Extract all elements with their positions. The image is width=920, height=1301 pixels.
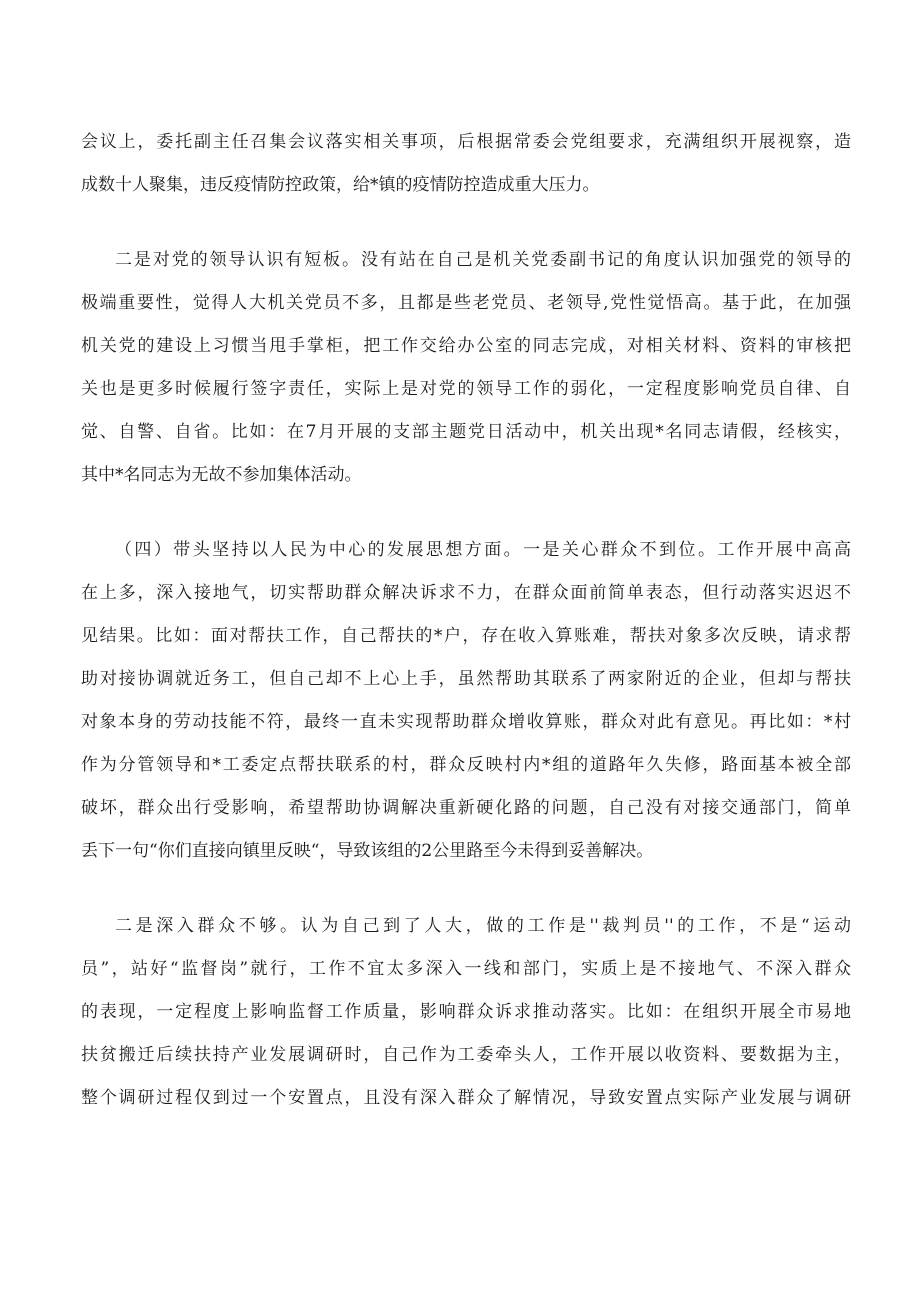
text-line: 觉、自警、自省。比如：在7月开展的支部主题党日活动中，机关出现*名同志请假，经核实， [81,422,851,442]
text-line: 整个调研过程仅到过一个安置点，且没有深入群众了解情况，导致安置点实际产业发展与调研 [81,1088,851,1108]
text-line: 的表现，一定程度上影响监督工作质量，影响群众诉求推动落实。比如：在组织开展全市易地 [81,1002,851,1022]
text-line: 在上多，深入接地气，切实帮助群众解决诉求不力，在群众面前简单表态，但行动落实迟迟不 [81,583,851,603]
text-line: 作为分管领导和*工委定点帮扶联系的村，群众反映村内*组的道路年久失修，路面基本被全部 [81,755,851,775]
text-line: 会议上，委托副主任召集会议落实相关事项，后根据常委会党组要求，充满组织开展视察，造 [81,132,851,152]
paragraph-2 [81,239,851,497]
text-line: 其中*名同志为无故不参加集体活动。 [81,465,362,485]
paragraph-3 [81,529,851,873]
text-line: 二是深入群众不够。认为自己到了人大，做的工作是''裁判员''的工作，不是“运动 [115,916,851,936]
text-line: 极端重要性，觉得人大机关党员不多，且都是些老党员、老领导,党性觉悟高。基于此，在加强 [81,293,851,313]
text-line: 关也是更多时候履行签字责任，实际上是对党的领导工作的弱化，一定程度影响党员自律、自 [81,379,851,399]
text-line: 机关党的建设上习惯当甩手掌柜，把工作交给办公室的同志完成，对相关材料、资料的审核把 [81,336,851,356]
text-line: 对象本身的劳动技能不符，最终一直未实现帮助群众增收算账，群众对此有意见。再比如：*村 [81,712,851,732]
text-line: 扶贫搬迁后续扶持产业发展调研时，自己作为工委牵头人，工作开展以收资料、要数据为主， [81,1045,851,1065]
document-body [81,121,851,1152]
text-line: 成数十人聚集，违反疫情防控政策，给*镇的疫情防控造成重大压力。 [81,175,600,195]
text-line: 助对接协调就近务工，但自己却不上心上手，虽然帮助其联系了两家附近的企业，但却与帮扶 [81,669,851,689]
paragraph-4 [81,905,851,1120]
text-line: 丢下一句“你们直接向镇里反映“，导致该组的2公里路至今未得到妥善解决。 [81,841,654,861]
text-line: 二是对党的领导认识有短板。没有站在自己是机关党委副书记的角度认识加强党的领导的 [115,250,851,270]
text-line: 员”，站好“监督岗”就行，工作不宜太多深入一线和部门，实质上是不接地气、不深入群众 [81,959,851,979]
text-line: 见结果。比如：面对帮扶工作，自己帮扶的*户，存在收入算账难，帮扶对象多次反映，请求帮 [81,626,851,646]
text-line: 破坏，群众出行受影响，希望帮助协调解决重新硬化路的问题，自己没有对接交通部门，简单 [81,798,851,818]
text-line: （四）带头坚持以人民为中心的发展思想方面。一是关心群众不到位。工作开展中高高 [115,540,851,560]
paragraph-1 [81,121,851,207]
